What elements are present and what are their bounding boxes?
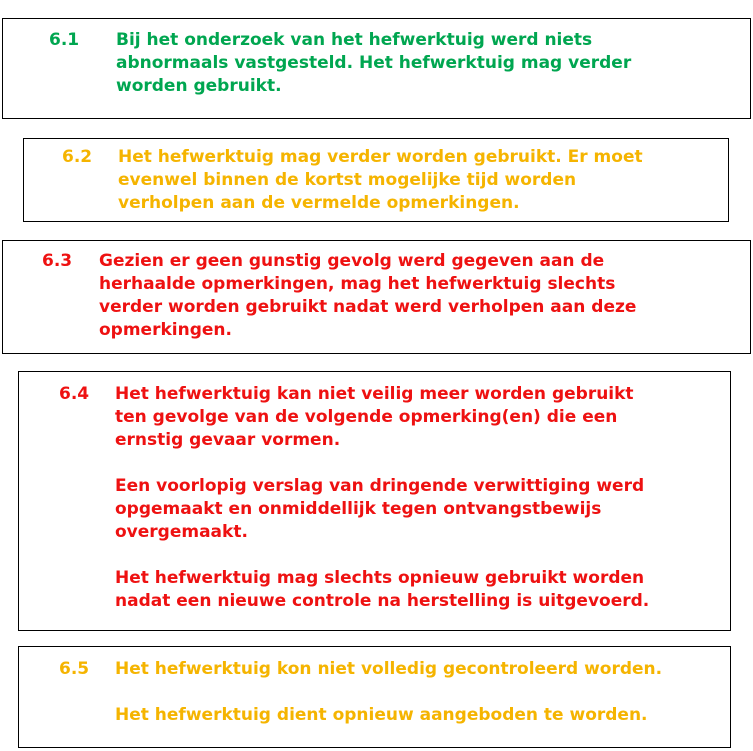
section-6-2 <box>23 138 729 222</box>
text-line: herhaalde opmerkingen, mag het hefwerktuig slechts <box>99 274 616 294</box>
section-text <box>115 658 725 727</box>
text-line: nadat een nieuwe controle na herstelling is uitgevoerd. <box>115 591 650 611</box>
section-text <box>99 250 739 342</box>
section-6-5 <box>18 646 731 748</box>
section-number: 6.2 <box>62 147 93 167</box>
text-line: opgemaakt en onmiddellijk tegen ontvangstbewijs <box>115 499 602 519</box>
section-number: 6.4 <box>59 384 90 404</box>
paragraph-gap <box>115 544 725 567</box>
text-line: verholpen aan de vermelde opmerkingen. <box>118 193 520 213</box>
section-text <box>115 383 725 613</box>
text-line: Gezien er geen gunstig gevolg werd gegeven aan de <box>99 251 605 271</box>
section-number: 6.1 <box>49 30 80 50</box>
text-line: Bij het onderzoek van het hefwerktuig werd niets <box>116 30 593 50</box>
section-6-4 <box>18 371 731 631</box>
text-line: abnormaals vastgesteld. Het hefwerktuig mag verder <box>116 53 632 73</box>
text-line: Het hefwerktuig mag slechts opnieuw gebruikt worden <box>115 568 645 588</box>
section-6-3 <box>2 240 751 354</box>
text-line: worden gebruikt. <box>116 76 282 96</box>
text-line: ernstig gevaar vormen. <box>115 430 341 450</box>
text-line: Het hefwerktuig kon niet volledig gecontroleerd worden. <box>115 659 663 679</box>
section-6-1 <box>2 18 751 119</box>
section-text <box>118 146 718 215</box>
text-line: verder worden gebruikt nadat werd verholpen aan deze <box>99 297 637 317</box>
paragraph-gap <box>115 681 725 704</box>
section-number: 6.5 <box>59 659 90 679</box>
text-line: overgemaakt. <box>115 522 248 542</box>
text-line: Het hefwerktuig mag verder worden gebruikt. Er moet <box>118 147 643 167</box>
text-line: opmerkingen. <box>99 320 232 340</box>
section-number: 6.3 <box>42 251 73 271</box>
text-line: ten gevolge van de volgende opmerking(en) die een <box>115 407 618 427</box>
paragraph-gap <box>115 452 725 475</box>
text-line: Het hefwerktuig dient opnieuw aangeboden te worden. <box>115 705 648 725</box>
text-line: Het hefwerktuig kan niet veilig meer worden gebruikt <box>115 384 634 404</box>
section-text <box>116 29 736 98</box>
text-line: evenwel binnen de kortst mogelijke tijd worden <box>118 170 577 190</box>
text-line: Een voorlopig verslag van dringende verwittiging werd <box>115 476 645 496</box>
